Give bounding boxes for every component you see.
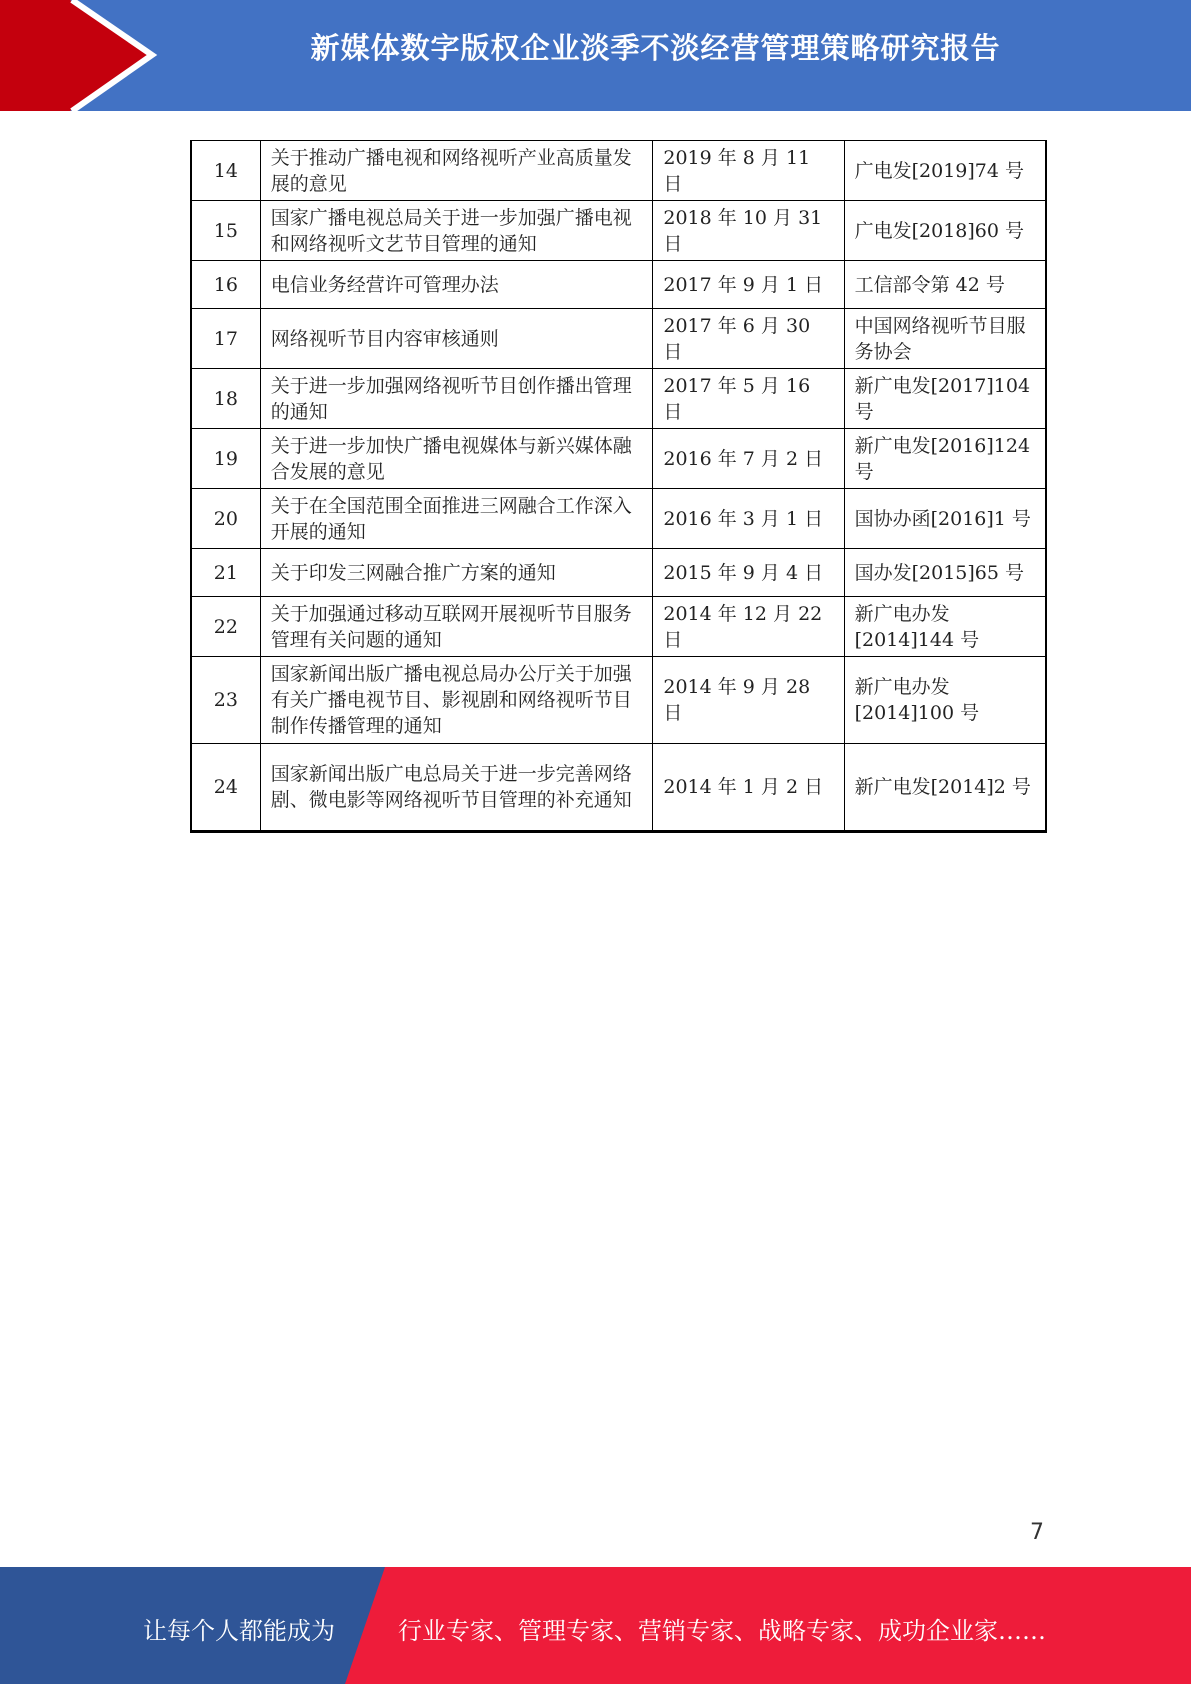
document-number: 国协办函[2016]1 号 bbox=[844, 489, 1046, 549]
row-number: 15 bbox=[191, 201, 260, 261]
table-row bbox=[191, 141, 1046, 201]
document-number: 新广电办发[2014]144 号 bbox=[844, 597, 1046, 657]
document-number: 国办发[2015]65 号 bbox=[844, 549, 1046, 597]
document-name: 国家新闻出版广电总局关于进一步完善网络剧、微电影等网络视听节目管理的补充通知 bbox=[260, 744, 653, 832]
table-row bbox=[191, 261, 1046, 309]
row-number: 20 bbox=[191, 489, 260, 549]
table-row bbox=[191, 489, 1046, 549]
table-row bbox=[191, 201, 1046, 261]
issue-date: 2018 年 10 月 31 日 bbox=[653, 201, 844, 261]
table-row bbox=[191, 597, 1046, 657]
document-number: 新广电发[2017]104 号 bbox=[844, 369, 1046, 429]
table-row bbox=[191, 369, 1046, 429]
row-number: 24 bbox=[191, 744, 260, 832]
footer-slogan-left: 让每个人都能成为 bbox=[143, 1617, 335, 1645]
table-row bbox=[191, 657, 1046, 744]
table-row bbox=[191, 309, 1046, 369]
issue-date: 2014 年 9 月 28 日 bbox=[653, 657, 844, 744]
document-number: 新广电发[2016]124 号 bbox=[844, 429, 1046, 489]
table-row bbox=[191, 744, 1046, 832]
issue-date: 2014 年 12 月 22 日 bbox=[653, 597, 844, 657]
document-name: 国家广播电视总局关于进一步加强广播电视和网络视听文艺节目管理的通知 bbox=[260, 201, 653, 261]
report-title: 新媒体数字版权企业淡季不淡经营管理策略研究报告 bbox=[310, 31, 1001, 65]
document-number: 新广电办发[2014]100 号 bbox=[844, 657, 1046, 744]
document-number: 新广电发[2014]2 号 bbox=[844, 744, 1046, 832]
issue-date: 2015 年 9 月 4 日 bbox=[653, 549, 844, 597]
issue-date: 2014 年 1 月 2 日 bbox=[653, 744, 844, 832]
issue-date: 2017 年 9 月 1 日 bbox=[653, 261, 844, 309]
issue-date: 2019 年 8 月 11 日 bbox=[653, 141, 844, 201]
issue-date: 2017 年 6 月 30 日 bbox=[653, 309, 844, 369]
page-number: 7 bbox=[1030, 1520, 1044, 1545]
header-banner bbox=[0, 0, 1191, 111]
row-number: 14 bbox=[191, 141, 260, 201]
table-row bbox=[191, 429, 1046, 489]
document-number: 中国网络视听节目服务协会 bbox=[844, 309, 1046, 369]
document-name: 关于进一步加强网络视听节目创作播出管理的通知 bbox=[260, 369, 653, 429]
regulations-table-container bbox=[190, 140, 1047, 833]
document-name: 关于印发三网融合推广方案的通知 bbox=[260, 549, 653, 597]
row-number: 16 bbox=[191, 261, 260, 309]
document-name: 国家新闻出版广播电视总局办公厅关于加强有关广播电视节目、影视剧和网络视听节目制作传播管理的通知 bbox=[260, 657, 653, 744]
document-name: 关于推动广播电视和网络视听产业高质量发展的意见 bbox=[260, 141, 653, 201]
issue-date: 2017 年 5 月 16 日 bbox=[653, 369, 844, 429]
row-number: 18 bbox=[191, 369, 260, 429]
document-number: 广电发[2019]74 号 bbox=[844, 141, 1046, 201]
issue-date: 2016 年 7 月 2 日 bbox=[653, 429, 844, 489]
row-number: 22 bbox=[191, 597, 260, 657]
regulations-table bbox=[190, 140, 1047, 833]
table-row bbox=[191, 549, 1046, 597]
document-name: 电信业务经营许可管理办法 bbox=[260, 261, 653, 309]
row-number: 19 bbox=[191, 429, 260, 489]
document-number: 工信部令第 42 号 bbox=[844, 261, 1046, 309]
document-name: 关于加强通过移动互联网开展视听节目服务管理有关问题的通知 bbox=[260, 597, 653, 657]
document-name: 关于在全国范围全面推进三网融合工作深入开展的通知 bbox=[260, 489, 653, 549]
row-number: 17 bbox=[191, 309, 260, 369]
issue-date: 2016 年 3 月 1 日 bbox=[653, 489, 844, 549]
footer-slogan-right: 行业专家、管理专家、营销专家、战略专家、成功企业家…… bbox=[398, 1617, 1046, 1645]
document-name: 网络视听节目内容审核通则 bbox=[260, 309, 653, 369]
header-arrow-icon bbox=[0, 0, 160, 111]
footer-banner bbox=[0, 1567, 1191, 1684]
row-number: 23 bbox=[191, 657, 260, 744]
document-number: 广电发[2018]60 号 bbox=[844, 201, 1046, 261]
row-number: 21 bbox=[191, 549, 260, 597]
document-name: 关于进一步加快广播电视媒体与新兴媒体融合发展的意见 bbox=[260, 429, 653, 489]
